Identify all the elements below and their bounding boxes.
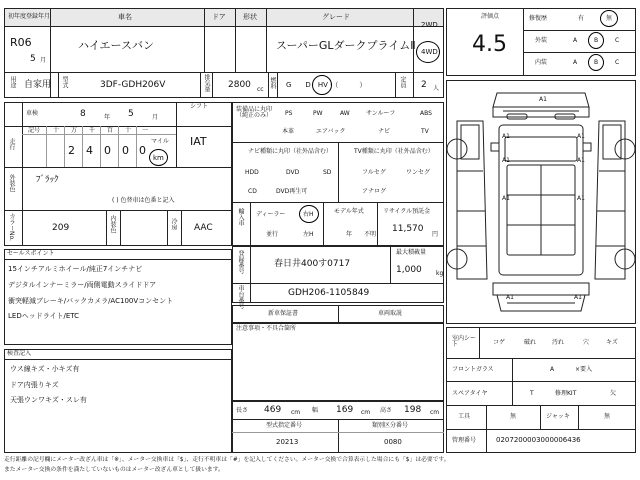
model-label: 型式 (61, 76, 68, 88)
displacement-label: 排気量 (203, 74, 210, 92)
kg-unit: kg (436, 270, 444, 277)
sales-point-2: デジタルインナーミラー/両側電動スライドドア (8, 281, 157, 289)
equip-airbag: エアバック (316, 128, 346, 135)
exterior-grade-label: 外装 (535, 37, 548, 44)
ac-label: 冷房 (170, 218, 177, 230)
tools-value: 無 (510, 413, 517, 420)
shaken-month: 5 (128, 109, 134, 119)
navi-dvd: DVD (286, 169, 300, 176)
length-value: 469 (264, 405, 282, 415)
mgmt-no-label: 管理番号 (452, 437, 477, 444)
damage-a1-right-3: A1 (577, 195, 585, 202)
shaken-month-unit: 月 (152, 114, 159, 121)
mileage-label: 走行 (8, 138, 15, 150)
ext-grade-b-circle (588, 32, 604, 49)
int-grade-b-circle (588, 54, 604, 71)
inspector-notes-label: 検査記入 (7, 350, 32, 357)
digit-label-2: 万 (71, 127, 78, 134)
damage-a1-right-1: A1 (577, 133, 585, 140)
import-label: 輸入車 (237, 208, 244, 226)
month-unit: 月 (40, 57, 47, 64)
person-unit: 人 (433, 85, 440, 92)
repair-label: 修復歴 (529, 15, 548, 22)
grade-label: グレード (322, 13, 350, 21)
shape-label: 形状 (243, 13, 257, 21)
inspector-note-2: ドア内張りキズ (10, 381, 59, 389)
reg-month: 5 (30, 54, 36, 64)
mileage-digit-2: 4 (86, 144, 93, 157)
equip-tv: TV (421, 128, 429, 135)
ext-grade-b: B (594, 37, 599, 44)
interior-grade-label: 内装 (535, 59, 548, 66)
seat-ana: 穴 (583, 339, 590, 346)
capacity-value: 2 (421, 80, 427, 90)
spare-repair-kit: 修理KIT (555, 390, 577, 397)
score-value: 4.5 (472, 32, 507, 57)
spare-tire-label: スペアタイヤ (452, 390, 488, 397)
inspector-note-1: ウス線キズ・小キズ有 (10, 365, 80, 373)
width-value: 169 (336, 405, 354, 415)
displacement-value: 2800 (228, 80, 251, 90)
shaken-year-unit: 年 (104, 114, 111, 121)
equip-ps: PS (285, 110, 293, 117)
exterior-color: ﾌﾞﾗｯｸ (36, 175, 59, 185)
damage-a1-rear-left: A1 (506, 294, 514, 301)
capacity-label: 定員 (399, 76, 406, 88)
repair-yes: 有 (578, 15, 585, 22)
height-value: 198 (404, 405, 422, 415)
height-unit: cm (430, 409, 440, 416)
door-label: ドア (212, 13, 226, 21)
registration-plate: 春日井400す0717 (274, 259, 351, 269)
recycle-value: 11,570 (392, 224, 424, 234)
spare-missing: 欠 (610, 390, 617, 397)
int-grade-b: B (594, 59, 599, 66)
mileage-digit-4: 0 (122, 144, 129, 157)
chassis-value: GDH206-1105849 (288, 288, 370, 298)
spare-t: T (530, 390, 534, 397)
width-label: 幅 (312, 407, 319, 414)
km-circle (149, 149, 168, 166)
type-no-value: 20213 (276, 438, 299, 446)
inspector-note-3: 天張ウンワキズ・スレ有 (10, 396, 87, 404)
mile-label: マイル (151, 138, 169, 145)
tv-type-label: TV種類に丸印（社外品含む） (354, 148, 434, 155)
km-label: km (153, 154, 164, 162)
int-grade-c: C (615, 59, 620, 66)
equip-abs: ABS (420, 110, 432, 117)
navi-hdd: HDD (245, 169, 259, 176)
import-left-h: 左H (303, 231, 314, 238)
fuel-diesel-circle (312, 75, 332, 95)
damage-a1-left-3: A1 (502, 195, 510, 202)
import-right-h: 右H (303, 211, 314, 218)
drive-2wd: 2WD (421, 21, 438, 29)
glass-replace: ×要入 (575, 366, 593, 373)
max-load-label: 最大積載量 (396, 249, 427, 256)
recycle-label: リサイクル預託金 (383, 208, 431, 215)
navi-dvd-play: DVD再生可 (276, 188, 308, 195)
model-year-year: 年 (346, 231, 353, 238)
damage-a1-right-2: A1 (577, 157, 585, 164)
seat-kizu: キズ (606, 339, 618, 346)
seat-koge: コゲ (493, 339, 506, 346)
interior-seat-label: 室内シート (452, 335, 477, 348)
navi-cd: CD (248, 188, 257, 195)
int-grade-a: A (573, 59, 578, 66)
equip-navi: ナビ (378, 128, 391, 135)
digit-label-0: 記号 (28, 127, 41, 134)
digit-label-1: 十 (53, 127, 60, 134)
car-damage-diagram (447, 81, 635, 323)
sales-point-4: LEDヘッドライト/ETC (8, 312, 80, 320)
digit-label-5: 十 (125, 127, 132, 134)
footer-note-2: またメーター交換の条件を満たしていないものはメーター改ざん車として扱います。 (4, 467, 224, 473)
registration-label: 登録番号 (237, 250, 244, 274)
width-unit: cm (361, 409, 371, 416)
model-value: 3DF-GDH206V (100, 80, 166, 90)
model-year-unknown: 不明 (364, 231, 377, 238)
equip-sunroof: サンルーフ (366, 110, 396, 117)
mileage-digit-1: 2 (68, 144, 75, 157)
score-label: 評価点 (481, 13, 500, 20)
shaken-label: 車検 (26, 110, 39, 117)
exterior-note: ( ) 色替車は色番と記入 (112, 197, 175, 204)
class-no-value: 0080 (384, 438, 402, 446)
footer-note-1: 走行距離の記号欄にメーター改ざん車は「※」、メーター交換車は「$」、走行不明車は「#」を記入してください。メーター交換で合算表示した場合にも「$」は必要です。 (4, 457, 450, 463)
tv-fullseg: フルセグ (362, 169, 386, 176)
front-glass-label: フロントガラス (452, 366, 494, 373)
equipment-label: 装備品に丸印（純正のみ） (236, 106, 273, 119)
equip-pw: PW (313, 110, 323, 117)
tv-analog: アナログ (362, 188, 387, 195)
exterior-label: 外装色 (8, 174, 15, 192)
seat-yabure: 破れ (524, 339, 537, 346)
right-h-circle (299, 205, 319, 223)
notes-label: 注意事項・不具合箇所 (236, 325, 297, 332)
shift-value: IAT (190, 135, 207, 148)
length-label: 長さ (236, 407, 249, 414)
reg-year-label: 初年度登録年月 (8, 13, 51, 20)
repair-no: 無 (606, 15, 613, 22)
drive-4wd-circle (416, 41, 440, 63)
jack-value: 無 (604, 413, 611, 420)
fuel-options: G D HV・（ ） (286, 81, 367, 89)
mileage-digit-3: 0 (104, 144, 111, 157)
grade: スーパーGLダークプライムⅡ (276, 39, 416, 52)
sales-point-3: 衝突軽減ブレーキ/バックカメラ/AC100Vコンセント (8, 297, 174, 305)
notes-block (232, 323, 444, 401)
damage-a1-rear-right: A1 (574, 294, 582, 301)
tv-oneseg: ワンセグ (406, 169, 431, 176)
equip-aw: AW (340, 110, 350, 117)
drive-4wd: 4WD (421, 48, 438, 56)
jack-label: ジャッキ (546, 413, 570, 420)
ext-grade-a: A (573, 37, 578, 44)
sales-point-1: 15インチアルミホイール/純正7インチナビ (8, 265, 143, 273)
digit-label-4: 百 (107, 127, 114, 134)
interior-color-label: 内装色 (109, 215, 116, 233)
damage-a1-left-1: A1 (502, 133, 510, 140)
new-car-warranty: 新車保証書 (268, 310, 299, 317)
shaken-year: 8 (80, 109, 86, 119)
model-year-label: モデル年式 (334, 208, 364, 215)
vehicle-manual: 車両取説 (378, 310, 403, 317)
shift-label: シフト (190, 103, 209, 110)
digit-label-6: 一 (142, 127, 149, 134)
chassis-label: 車台番号 (237, 285, 244, 309)
glass-a: A (550, 366, 555, 373)
navi-sd: SD (323, 169, 332, 176)
damage-a1-front: A1 (539, 96, 547, 103)
usage-label: 用途 (9, 76, 16, 88)
import-dealer: ディーラー (256, 211, 286, 218)
ac-value: AAC (194, 223, 213, 233)
color-no: 209 (52, 223, 70, 233)
color-no-label: カラーNo. (8, 213, 15, 241)
mileage-digit-5: 0 (139, 144, 146, 157)
usage-value: 自家用 (24, 80, 52, 90)
car-name: ハイエースバン (78, 39, 155, 52)
length-unit: cm (291, 409, 301, 416)
tools-label: 工具 (458, 413, 471, 420)
sales-points-label: セールスポイント (7, 250, 55, 257)
equip-leather: 本革 (282, 128, 295, 135)
max-load-value: 1,000 (396, 265, 422, 275)
damage-a1-left-2: A1 (502, 157, 510, 164)
height-label: 高さ (380, 407, 393, 414)
repair-no-circle (600, 10, 618, 27)
seat-yogore: 汚れ (552, 339, 565, 346)
import-parallel: 並行 (266, 231, 279, 238)
type-no-label: 型式指定番号 (266, 422, 303, 429)
mgmt-no-value: 0207200003000006436 (496, 436, 581, 444)
reg-year: R06 (10, 36, 32, 49)
class-no-label: 類別区分番号 (372, 422, 409, 429)
navi-type-label: ナビ種類に丸印（社外品含む） (248, 148, 333, 155)
car-name-label: 車名 (118, 13, 132, 21)
ext-grade-c: C (615, 37, 620, 44)
fuel-label: 燃料 (269, 77, 276, 89)
cc-unit: cc (257, 86, 264, 93)
yen-unit: 円 (432, 231, 439, 238)
digit-label-3: 千 (89, 127, 96, 134)
